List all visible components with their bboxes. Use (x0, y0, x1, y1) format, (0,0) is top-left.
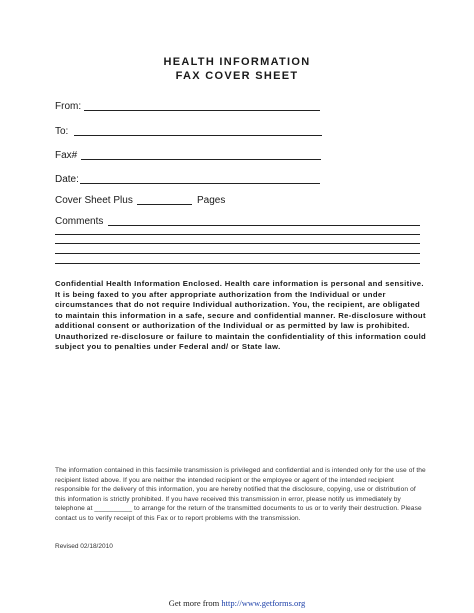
comments-line-3[interactable] (55, 243, 420, 244)
comments-line-5[interactable] (55, 263, 420, 264)
confidential-notice: Confidential Health Information Enclosed. Health care information is personal and sensitive. It is being faxed to you after appropriate authorization from the Individual or under circumstances that do not require Individual authorization. You, the recipient, are obligated to maintain this information in a safe, secure and confidential manner. Re-disclosure without additional consent or authorization of the Individual or as permitted by law is prohibited. Unauthorized re-disclosure or failure to maintain the confidentiality of this information could subject you to penalties under Federal and/ or State law. (55, 279, 427, 351)
footer-link[interactable]: http://www.getforms.org (221, 598, 306, 608)
document-title: HEALTH INFORMATION (163, 56, 311, 68)
to-label: To: (55, 126, 69, 137)
document-subtitle: FAX COVER SHEET (175, 70, 299, 82)
comments-line-4[interactable] (55, 253, 420, 254)
footer-prefix: Get more from (168, 598, 220, 608)
revision-date: Revised 02/18/2010 (55, 543, 113, 550)
from-field[interactable] (84, 110, 320, 111)
from-label: From: (55, 101, 82, 112)
pages-count-field[interactable] (137, 204, 192, 205)
date-label: Date: (55, 174, 79, 185)
disclaimer-text: The information contained in this facsimile transmission is privileged and confidential and is intended only for the use of the recipient listed above. If you are neither the intended recipient or the employee or agent of the intended recipient responsible for the delivery of this information, you are hereby notified that the disclosure, copying, use or distribution of this information is strictly prohibited. If you have received this transmission in error, please notify us immediately by telephone at __________ to arrange for the return of the transmitted documents to us or to verify their destruction. Please contact us to verify receipt of this Fax or to report problems with the transmission. (55, 467, 426, 522)
pages-label: Pages (197, 195, 226, 206)
footer (0, 598, 474, 608)
comments-label: Comments (55, 216, 104, 227)
comments-line-1[interactable] (108, 225, 420, 226)
date-field[interactable] (80, 183, 320, 184)
to-field[interactable] (74, 135, 322, 136)
fax-label: Fax# (55, 150, 78, 161)
cover-sheet-label: Cover Sheet Plus (55, 195, 133, 206)
fax-field[interactable] (81, 159, 321, 160)
comments-line-2[interactable] (55, 234, 420, 235)
